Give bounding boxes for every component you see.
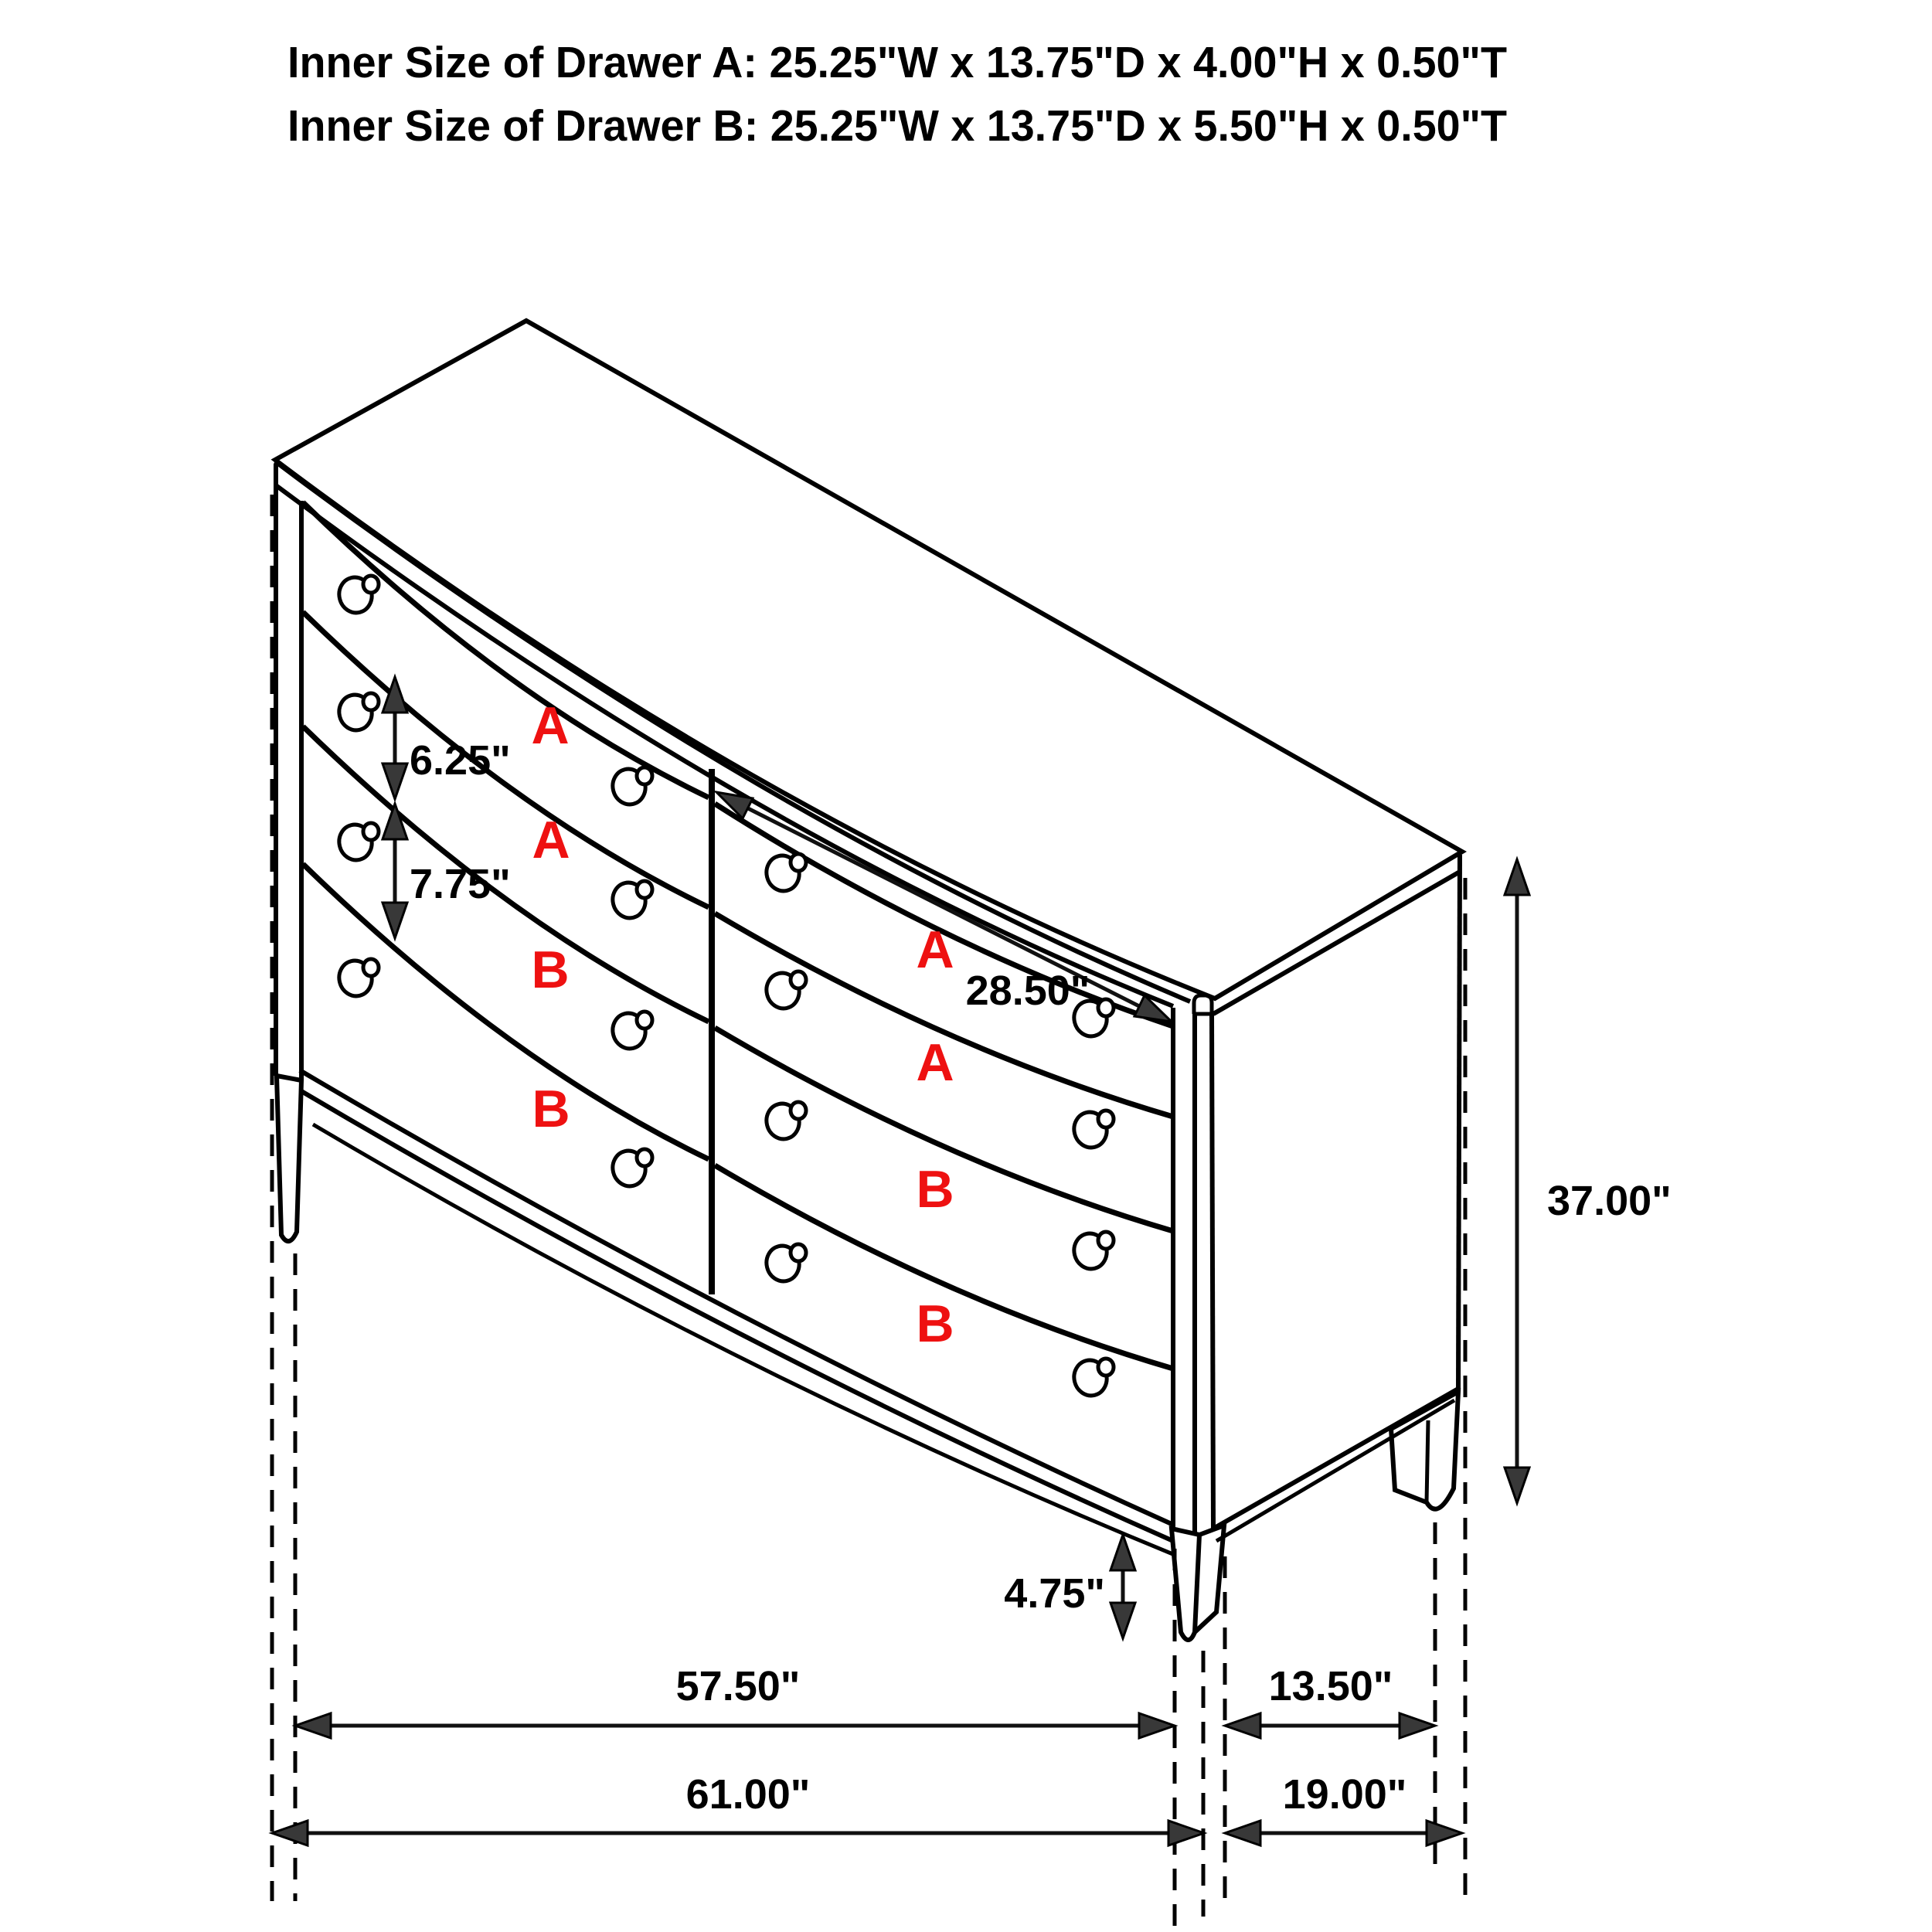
bottom-rail-mid xyxy=(301,1091,1173,1541)
drawer-knob-icon xyxy=(335,574,379,617)
drawer-knob-icon xyxy=(1070,1230,1114,1273)
dimension-label-drawer-a-spacing: 6.25" xyxy=(410,737,511,784)
drawer-label: B xyxy=(916,1160,954,1219)
dimension-label-overall-width: 61.00" xyxy=(685,1771,811,1818)
title-drawer-a: Inner Size of Drawer A: 25.25"W x 13.75"D x 4.00"H x 0.50"T xyxy=(287,38,1508,87)
dimension-front-leg-span xyxy=(295,1663,1175,1738)
dimension-drawer-b-spacing xyxy=(383,804,511,938)
rear-right-leg xyxy=(1391,1392,1458,1509)
dresser-outline xyxy=(275,321,1462,1555)
dimension-label-top-depth: 28.50" xyxy=(965,968,1090,1014)
right-side-front-edge xyxy=(1212,1014,1213,1529)
dimension-side-leg-span xyxy=(1225,1663,1435,1738)
drawer-knob-icon xyxy=(335,692,379,734)
drawer-label: A xyxy=(531,696,570,755)
top-right-edge-lower xyxy=(1213,872,1460,1014)
corner-post-cap xyxy=(1194,995,1212,1014)
projection-lines xyxy=(272,495,1465,1930)
drawer-knob-icon xyxy=(763,852,806,895)
dimension-overall-depth xyxy=(1225,1771,1462,1845)
drawer-knob-icon xyxy=(609,766,652,808)
dimension-label-leg-height: 4.75" xyxy=(1004,1570,1105,1617)
dimension-label-overall-height: 37.00" xyxy=(1547,1178,1672,1224)
drawer-label: A xyxy=(916,920,954,979)
right-side-bottom-edge-lower xyxy=(1216,1400,1454,1541)
dimension-label-front-leg-span: 57.50" xyxy=(675,1663,801,1709)
rear-right-leg-edge xyxy=(1427,1420,1428,1502)
top-front-edge xyxy=(275,461,1190,1002)
title-drawer-b: Inner Size of Drawer B: 25.25"W x 13.75"D x 5.50"H x 0.50"T xyxy=(287,101,1508,151)
drawer-knob-icon xyxy=(609,879,652,922)
drawer-knob-icon xyxy=(763,1100,806,1143)
dimension-leg-height xyxy=(1004,1535,1135,1638)
dimension-overall-width xyxy=(272,1771,1204,1845)
dimension-label-drawer-b-spacing: 7.75" xyxy=(410,861,511,907)
dimension-label-side-leg-span: 13.50" xyxy=(1268,1663,1393,1709)
drawer-label: A xyxy=(532,811,570,869)
drawer-knob-icon xyxy=(1070,1357,1114,1400)
drawer-knob-icon xyxy=(1070,1109,1114,1151)
drawer-label: A xyxy=(916,1033,954,1092)
drawer-label: B xyxy=(531,940,570,999)
back-right-edge xyxy=(1458,855,1460,1391)
dimension-drawer-a-spacing xyxy=(383,677,511,799)
drawer-knob-icon xyxy=(609,1010,652,1053)
drawer-knob-icon xyxy=(763,970,806,1012)
drawer-knob-icon xyxy=(335,957,379,1000)
title-block xyxy=(287,38,1507,151)
bottom-rail-top xyxy=(300,1070,1172,1524)
drawer-knob-icon xyxy=(609,1148,652,1190)
drawer-knob-icon xyxy=(335,821,379,864)
drawer-knob-icon xyxy=(763,1243,806,1285)
front-left-leg xyxy=(277,1076,301,1241)
dimension-overall-height xyxy=(1505,859,1672,1503)
dimension-label-overall-depth: 19.00" xyxy=(1282,1771,1407,1818)
drawer-label: B xyxy=(532,1080,570,1138)
drawer-label: B xyxy=(916,1294,954,1353)
